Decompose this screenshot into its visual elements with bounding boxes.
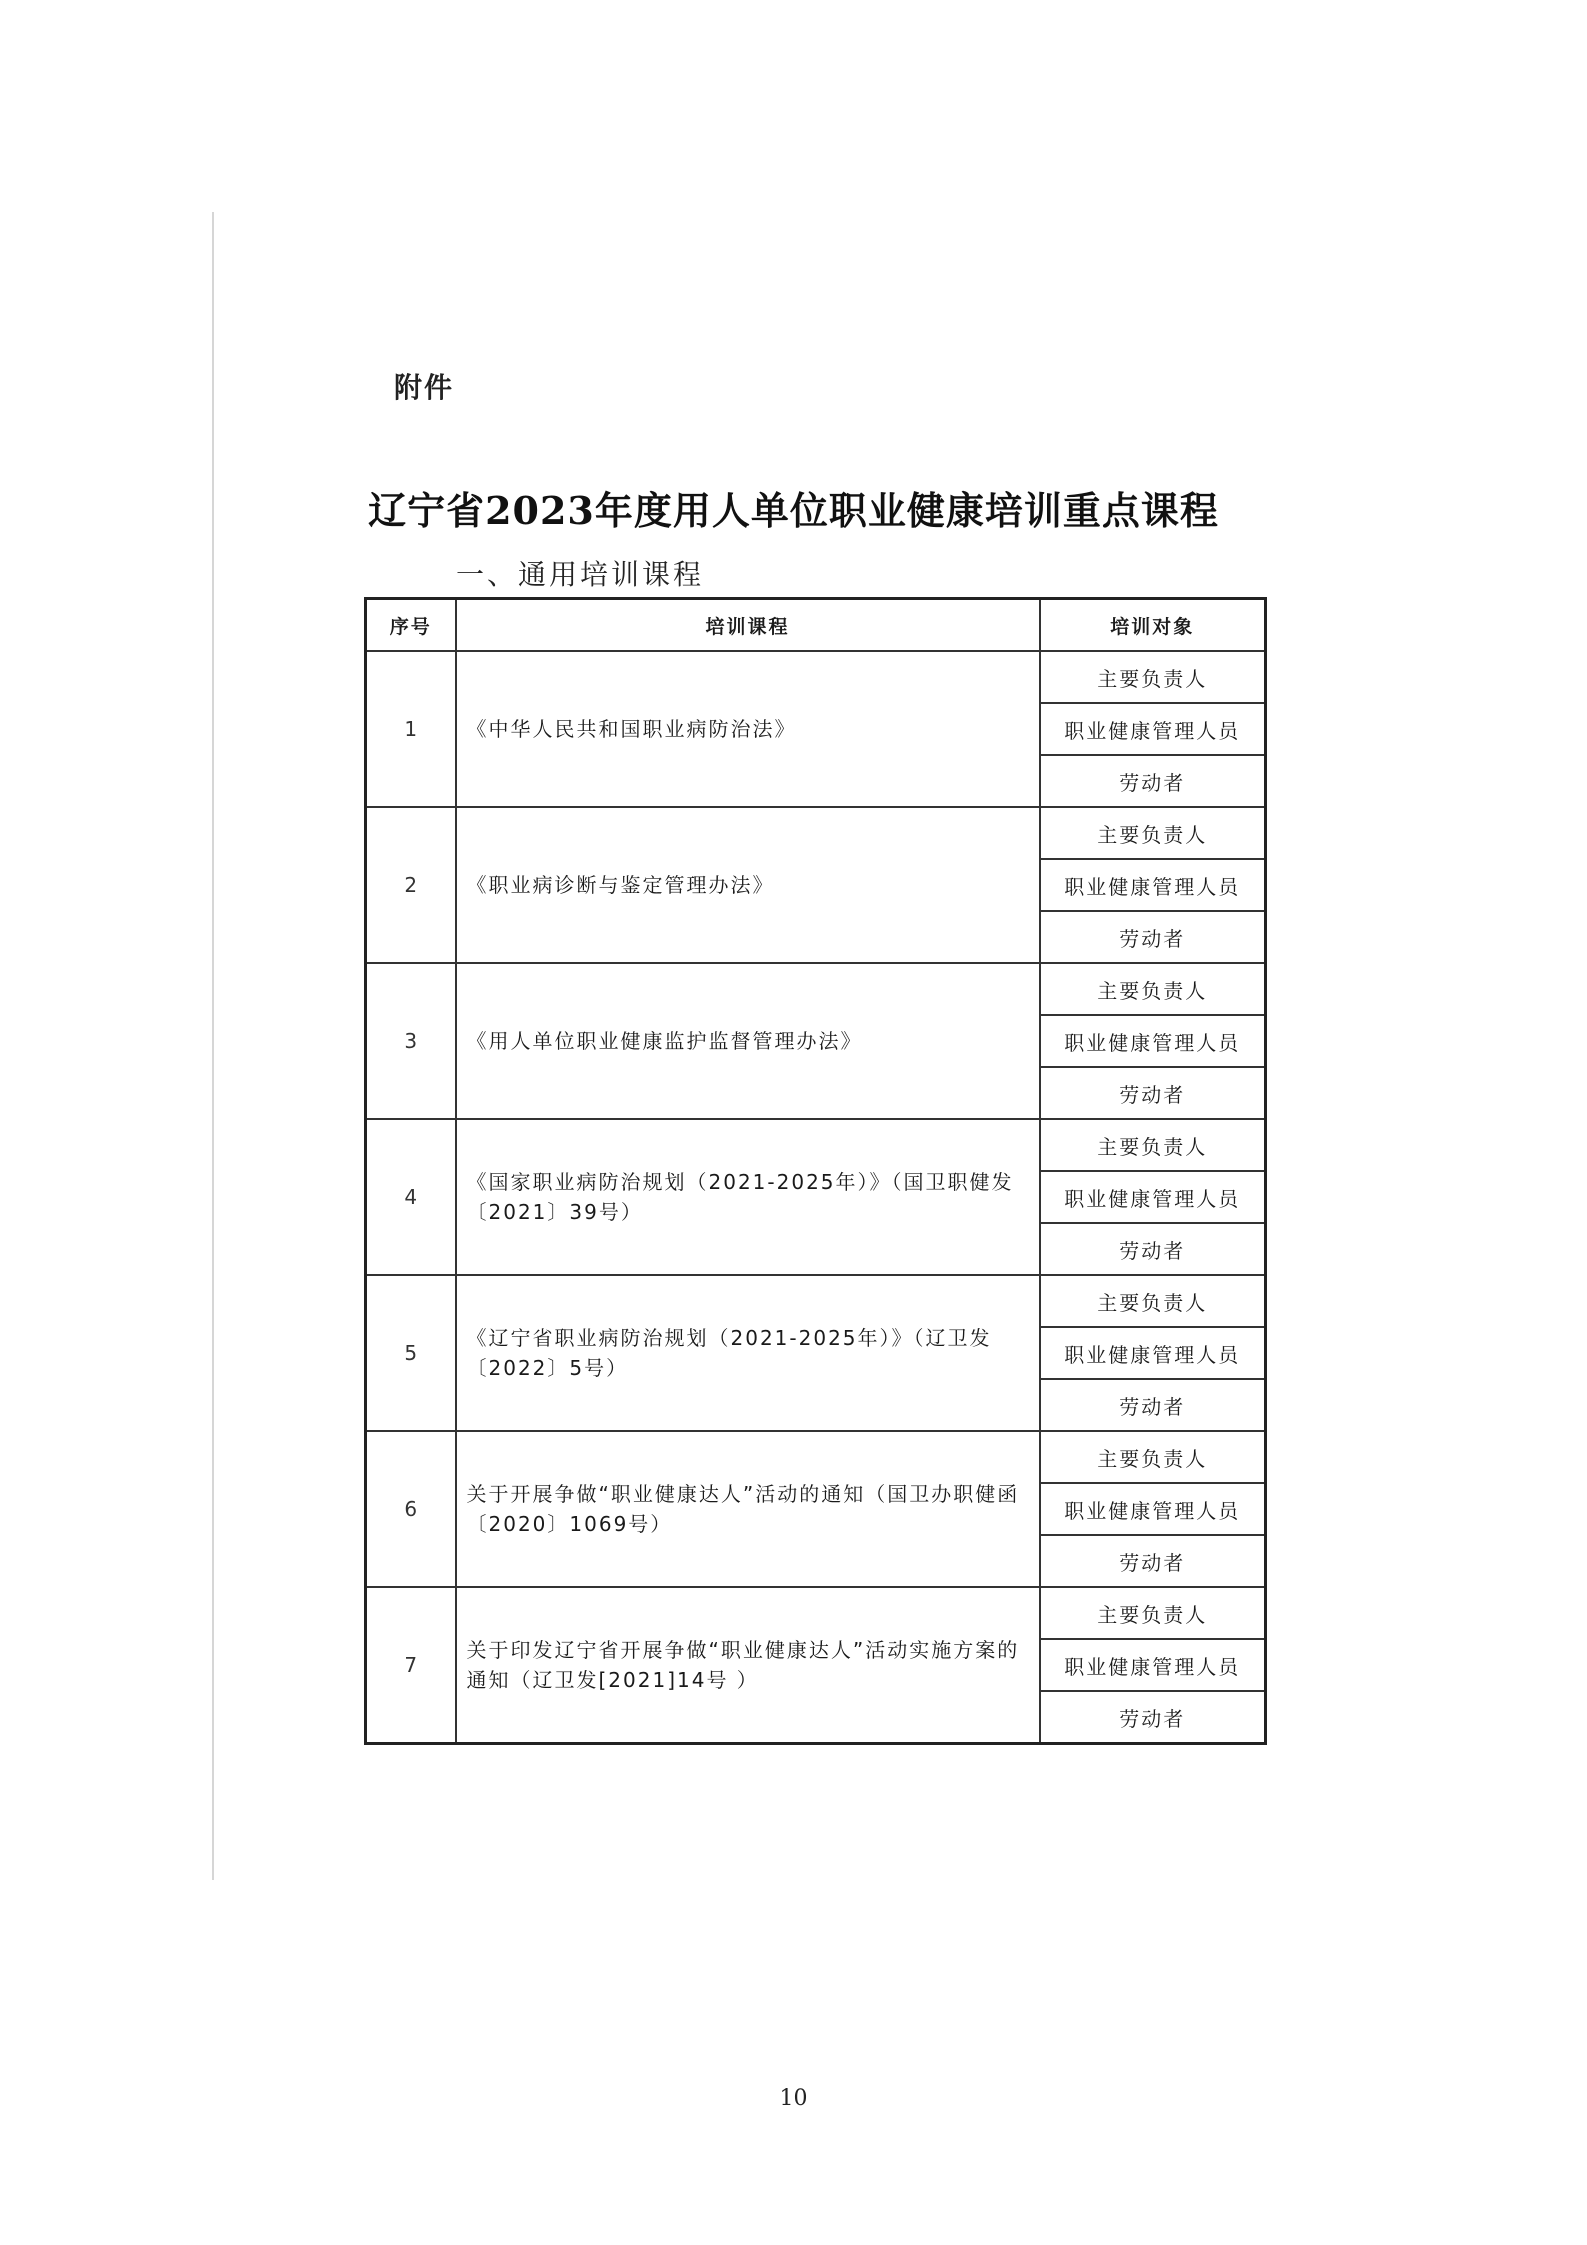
table-body xyxy=(366,651,1266,1744)
course-table xyxy=(364,597,1267,1745)
table-row xyxy=(366,1587,1266,1639)
training-target: 劳动者 xyxy=(1040,1691,1266,1744)
course-name: 关于开展争做“职业健康达人”活动的通知（国卫办职健函〔2020〕1069号） xyxy=(456,1431,1040,1587)
training-target: 职业健康管理人员 xyxy=(1040,1171,1266,1223)
page-margin-line xyxy=(212,212,214,1880)
training-target: 职业健康管理人员 xyxy=(1040,1483,1266,1535)
course-name: 《用人单位职业健康监护监督管理办法》 xyxy=(456,963,1040,1119)
training-target: 职业健康管理人员 xyxy=(1040,859,1266,911)
training-target: 主要负责人 xyxy=(1040,651,1266,703)
table-header-row xyxy=(366,599,1266,652)
page-number: 10 xyxy=(779,2086,808,2111)
training-target: 职业健康管理人员 xyxy=(1040,703,1266,755)
table-row xyxy=(366,651,1266,703)
training-target: 劳动者 xyxy=(1040,1067,1266,1119)
training-target: 劳动者 xyxy=(1040,1535,1266,1587)
row-number: 4 xyxy=(366,1119,456,1275)
table-row xyxy=(366,1119,1266,1171)
training-target: 职业健康管理人员 xyxy=(1040,1639,1266,1691)
row-number: 2 xyxy=(366,807,456,963)
training-target: 职业健康管理人员 xyxy=(1040,1327,1266,1379)
document-title: 辽宁省2023年度用人单位职业健康培训重点课程 xyxy=(368,488,1219,533)
training-target: 主要负责人 xyxy=(1040,963,1266,1015)
attachment-label: 附件 xyxy=(394,371,455,404)
row-number: 1 xyxy=(366,651,456,807)
table-row xyxy=(366,1275,1266,1327)
training-target: 劳动者 xyxy=(1040,755,1266,807)
course-name: 关于印发辽宁省开展争做“职业健康达人”活动实施方案的通知（辽卫发[2021]14号 ） xyxy=(456,1587,1040,1744)
training-target: 职业健康管理人员 xyxy=(1040,1015,1266,1067)
header-target: 培训对象 xyxy=(1040,599,1266,652)
row-number: 6 xyxy=(366,1431,456,1587)
training-target: 劳动者 xyxy=(1040,911,1266,963)
training-target: 主要负责人 xyxy=(1040,807,1266,859)
training-target: 主要负责人 xyxy=(1040,1275,1266,1327)
course-name: 《职业病诊断与鉴定管理办法》 xyxy=(456,807,1040,963)
training-target: 主要负责人 xyxy=(1040,1431,1266,1483)
table-row xyxy=(366,963,1266,1015)
course-name: 《国家职业病防治规划（2021-2025年）》（国卫职健发〔2021〕39号） xyxy=(456,1119,1040,1275)
training-target: 劳动者 xyxy=(1040,1379,1266,1431)
training-target: 劳动者 xyxy=(1040,1223,1266,1275)
row-number: 7 xyxy=(366,1587,456,1744)
header-course: 培训课程 xyxy=(456,599,1040,652)
table-row xyxy=(366,1431,1266,1483)
course-name: 《辽宁省职业病防治规划（2021-2025年）》（辽卫发〔2022〕5号） xyxy=(456,1275,1040,1431)
header-number: 序号 xyxy=(366,599,456,652)
training-target: 主要负责人 xyxy=(1040,1119,1266,1171)
row-number: 5 xyxy=(366,1275,456,1431)
row-number: 3 xyxy=(366,963,456,1119)
section-heading: 一、通用培训课程 xyxy=(456,558,705,591)
training-target: 主要负责人 xyxy=(1040,1587,1266,1639)
course-name: 《中华人民共和国职业病防治法》 xyxy=(456,651,1040,807)
table-row xyxy=(366,807,1266,859)
